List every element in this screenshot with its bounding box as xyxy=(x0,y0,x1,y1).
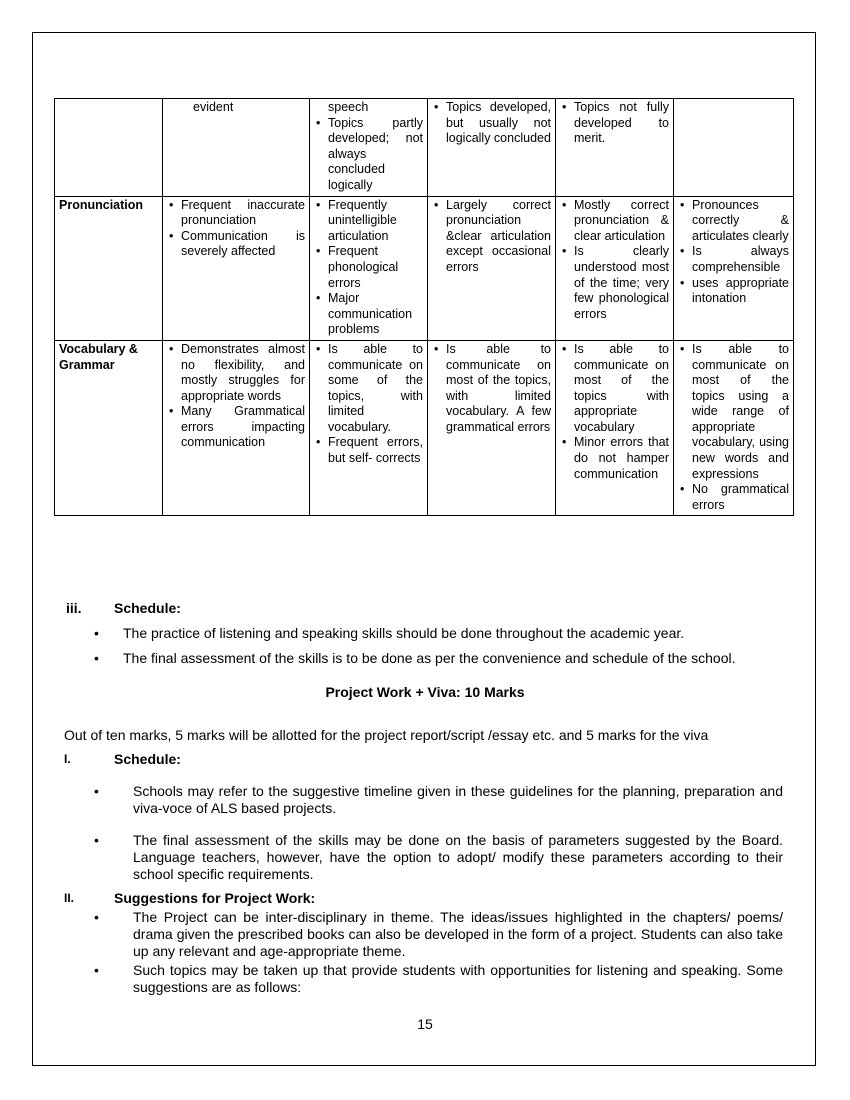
rubric-cell xyxy=(428,340,556,516)
section-title: Schedule: xyxy=(114,600,181,616)
list-item: • Minor errors that do not hamper communication xyxy=(560,435,669,482)
bullet-text: The final assessment of the skills is to be done as per the convenience and schedule of the school. xyxy=(123,650,736,666)
list-item: • Largely correct pronunciation &clear articulation except occasional errors xyxy=(432,198,551,276)
cell-list xyxy=(314,198,423,338)
list-item: • Is able to communicate on most of the topics using a wide range of appropriate vocabulary, using new words and expressions xyxy=(678,342,789,482)
list-item: • Frequent inaccurate pronunciation xyxy=(167,198,305,229)
list-item: • Topics partly developed; not always concluded logically xyxy=(314,116,423,194)
list-item: • Is able to communicate on most of the topics with appropriate vocabulary xyxy=(560,342,669,436)
table-row xyxy=(55,99,794,197)
bullet-dot: • xyxy=(94,962,99,978)
cell-list xyxy=(314,100,423,194)
bullet-dot: • xyxy=(94,625,99,641)
bullet-text: Such topics may be taken up that provide students with opportunities for listening and speaking. Some suggestions are as follows: xyxy=(133,962,783,995)
list-item: evident xyxy=(193,100,234,114)
rubric-cell xyxy=(674,196,794,340)
rubric-cell xyxy=(163,99,310,197)
list-item: • Many Grammatical errors impacting communication xyxy=(167,404,305,451)
list-item: • Is clearly understood most of the time; very few phonological errors xyxy=(560,244,669,322)
bullet-dot: • xyxy=(94,783,99,799)
rubric-cell xyxy=(163,196,310,340)
list-item: • No grammatical errors xyxy=(678,482,789,513)
cell-list xyxy=(167,342,305,451)
marks-paragraph: Out of ten marks, 5 marks will be allotted for the project report/script /essay etc. and 5 marks for the viva xyxy=(64,727,709,743)
list-item: • Frequent phonological errors xyxy=(314,244,423,291)
cell-list xyxy=(560,198,669,323)
section-number: II. xyxy=(64,891,75,905)
list-item: • Topics developed, but usually not logically concluded xyxy=(432,100,551,147)
rubric-cell xyxy=(310,196,428,340)
criterion-cell xyxy=(55,99,163,197)
section-title: Schedule: xyxy=(114,751,181,767)
section-number: I. xyxy=(64,752,71,766)
list-item: • Is always comprehensible xyxy=(678,244,789,275)
criterion-cell: Vocabulary & Grammar xyxy=(55,340,163,516)
list-item: • Frequently unintelligible articulation xyxy=(314,198,423,245)
rubric-cell xyxy=(556,196,674,340)
rubric-cell xyxy=(310,340,428,516)
cell-list xyxy=(560,342,669,482)
bullet-text: The Project can be inter-disciplinary in theme. The ideas/issues highlighted in the chapters/ poems/ drama given the prescribed books can also be developed in the form of a project. Students can also take up any relevant and age-appropriate theme. xyxy=(133,909,783,959)
bullet-text: The practice of listening and speaking skills should be done throughout the academic year. xyxy=(123,625,685,641)
list-item: • Demonstrates almost no flexibility, and mostly struggles for appropriate words xyxy=(167,342,305,404)
bullet-dot: • xyxy=(94,832,99,848)
table-row xyxy=(55,340,794,516)
rubric-cell xyxy=(163,340,310,516)
bullet-dot: • xyxy=(94,650,99,666)
cell-list xyxy=(432,100,551,147)
cell-list xyxy=(167,198,305,260)
criterion-cell: Pronunciation xyxy=(55,196,163,340)
list-item: • Frequent errors, but self- corrects xyxy=(314,435,423,466)
cell-list xyxy=(678,198,789,307)
rubric-cell xyxy=(428,99,556,197)
rubric-cell xyxy=(428,196,556,340)
bullet-text: Schools may refer to the suggestive timeline given in these guidelines for the planning, preparation and viva-voce of ALS based projects. xyxy=(133,783,783,816)
rubric-cell xyxy=(674,340,794,516)
cell-list xyxy=(432,198,551,276)
cell-list xyxy=(314,342,423,467)
rubric-cell xyxy=(556,99,674,197)
project-heading: Project Work + Viva: 10 Marks xyxy=(325,684,525,700)
cell-list xyxy=(560,100,669,147)
rubric-cell xyxy=(310,99,428,197)
list-item: • Is able to communicate on some of the topics, with limited vocabulary. xyxy=(314,342,423,436)
cell-list xyxy=(432,342,551,436)
cell-list xyxy=(167,100,305,116)
list-item: • Pronounces correctly & articulates clearly xyxy=(678,198,789,245)
list-item: • uses appropriate intonation xyxy=(678,276,789,307)
list-item: • Mostly correct pronunciation & clear articulation xyxy=(560,198,669,245)
page-number: 15 xyxy=(417,1016,433,1032)
list-item: • Communication is severely affected xyxy=(167,229,305,260)
rubric-cell xyxy=(556,340,674,516)
list-item: • Topics not fully developed to merit. xyxy=(560,100,669,147)
list-item: • Is able to communicate on most of the topics, with limited vocabulary. A few grammatical errors xyxy=(432,342,551,436)
cell-list xyxy=(678,342,789,514)
table-row xyxy=(55,196,794,340)
list-item: speech xyxy=(328,100,369,114)
section-title: Suggestions for Project Work: xyxy=(114,890,316,906)
bullet-dot: • xyxy=(94,909,99,925)
list-item: • Major communication problems xyxy=(314,291,423,338)
rubric-cell xyxy=(674,99,794,197)
section-number: iii. xyxy=(66,600,82,616)
bullet-text: The final assessment of the skills may be done on the basis of parameters suggested by the Board. Language teachers, however, have the option to adopt/ modify these parameters according to their school specific requirements. xyxy=(133,832,783,882)
assessment-rubric-table xyxy=(54,98,794,516)
